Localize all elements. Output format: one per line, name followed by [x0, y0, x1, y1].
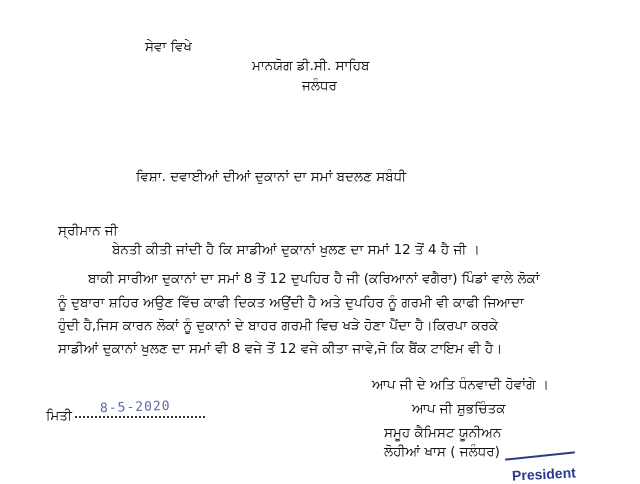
address-line-3: ਜਲੰਧਰ [302, 78, 337, 94]
signature-stroke [505, 451, 575, 460]
body-paragraph-2-line-4: ਸਾਡੀਆਂ ਦੁਕਾਨਾਂ ਖੁਲਣ ਦਾ ਸਮਾਂ ਵੀ 8 ਵਜੇ ਤੋਂ 12 ਵਜੇ ਕੀਤਾ ਜਾਵੇ,ਜੋ ਕਿ ਬੈਂਕ ਟਾਇਮ ਵੀ ਹੈ। [58, 341, 503, 357]
signature-line-1: ਆਪ ਜੀ ਸ਼ੁਭਚਿੰਤਕ [412, 401, 506, 417]
closing-thanks: ਆਪ ਜੀ ਦੇ ਅਤਿ ਧੰਨਵਾਦੀ ਹੋਵਾਂਗੇ । [372, 377, 549, 393]
body-paragraph-2-line-2: ਨੂੰ ਦੁਬਾਰਾ ਸ਼ਹਿਰ ਅਉਣ ਵਿੱਚ ਕਾਫੀ ਦਿਕਤ ਅਉਂਦੀ ਹੈ ਅਤੇ ਦੁਪਹਿਰ ਨੂੰ ਗਰਮੀ ਵੀ ਕਾਫੀ ਜਿਆਦਾ [58, 295, 524, 311]
signature-line-3: ਲੋਹੀਆਂ ਖਾਸ ( ਜਲੰਧਰ) [384, 444, 500, 460]
date-value: 8-5-2020 [99, 398, 171, 417]
body-paragraph-2-line-1: ਬਾਕੀ ਸਾਰੀਆ ਦੁਕਾਨਾਂ ਦਾ ਸਮਾਂ 8 ਤੋਂ 12 ਦੁਪਹਿਰ ਹੈ ਜੀ (ਕਰਿਆਨਾਂ ਵਗੈਰਾ) ਪਿੰਡਾਂ ਵਾਲੇ ਲੋਕਾਂ [88, 271, 540, 287]
date-label: ਮਿਤੀ [46, 408, 72, 424]
address-line-1: ਸੇਵਾ ਵਿਖੇ [145, 39, 192, 55]
body-paragraph-2-line-3: ਹੁੰਦੀ ਹੈ,ਜਿਸ ਕਾਰਨ ਲੋਕਾਂ ਨੂੰ ਦੁਕਾਨਾਂ ਦੇ ਬਾਹਰ ਗਰਮੀ ਵਿਚ ਖੜੇ ਹੋਣਾ ਪੈਂਦਾ ਹੈ।ਕਿਰਪਾ ਕਰਕੇ [58, 318, 499, 334]
date-underline [75, 416, 205, 418]
subject-line: ਵਿਸ਼ਾ. ਦਵਾਈਆਂ ਦੀਆਂ ਦੁਕਾਨਾਂ ਦਾ ਸਮਾਂ ਬਦਲਣ ਸਬੰਧੀ [136, 169, 407, 185]
president-stamp: President [511, 464, 577, 484]
salutation: ਸ੍ਰੀਮਾਨ ਜੀ [58, 223, 118, 239]
address-line-2: ਮਾਨਯੋਗ ਡੀ.ਸੀ. ਸਾਹਿਬ [252, 58, 370, 74]
signature-line-2: ਸਮੂਹ ਕੈਮਿਸਟ ਯੂਨੀਅਨ [384, 425, 502, 441]
body-paragraph-1: ਬੇਨਤੀ ਕੀਤੀ ਜਾਂਦੀ ਹੈ ਕਿ ਸਾਡੀਆਂ ਦੁਕਾਨਾਂ ਖੁਲਣ ਦਾ ਸਮਾਂ 12 ਤੋਂ 4 ਹੈ ਜੀ । [112, 242, 480, 258]
